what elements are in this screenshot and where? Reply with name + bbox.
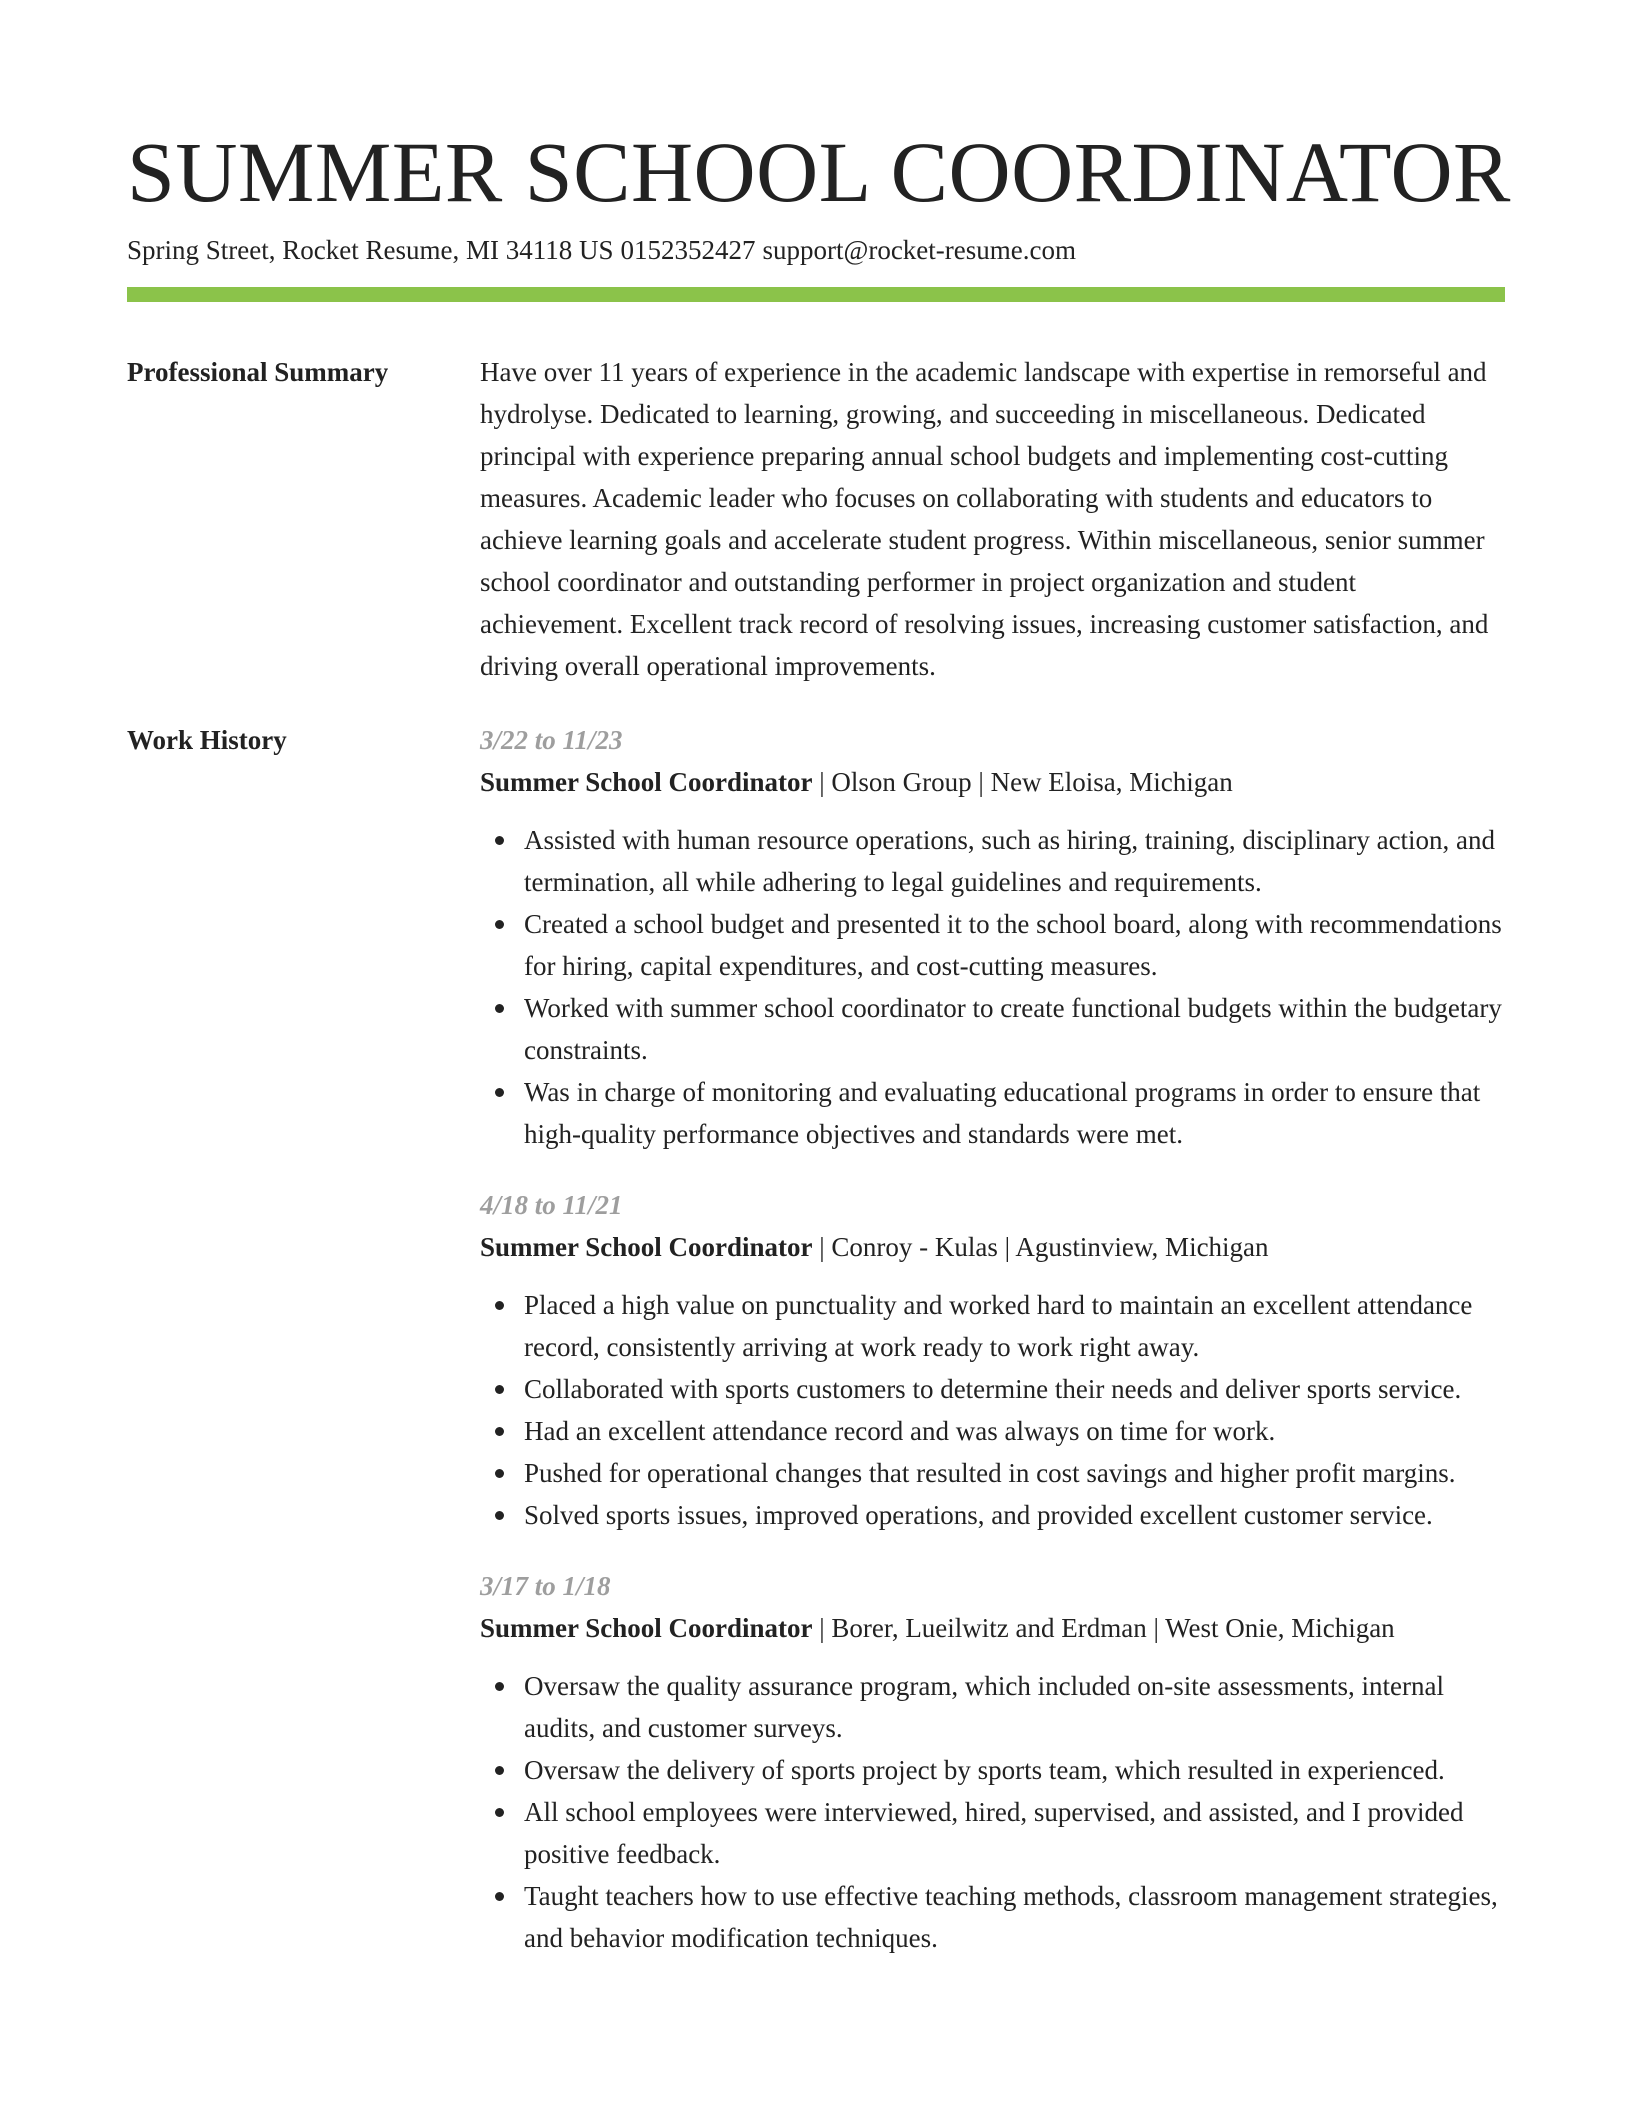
job-entry <box>480 1184 1505 1536</box>
job-title-line <box>480 1607 1505 1649</box>
job-title-line <box>480 1226 1505 1268</box>
job-bullet: Was in charge of monitoring and evaluating educational programs in order to ensure that high-quality performance objectives and standards were met. <box>524 1071 1505 1155</box>
job-bullet: Assisted with human resource operations, such as hiring, training, disciplinary action, and termination, all while adhering to legal guidelines and requirements. <box>524 819 1505 903</box>
job-details: | Borer, Lueilwitz and Erdman | West Onie, Michigan <box>812 1613 1395 1643</box>
work-history-section <box>127 719 1505 1959</box>
resume-page <box>127 122 1511 1959</box>
job-entry <box>480 1565 1505 1959</box>
contact-address: Spring Street, Rocket Resume, MI 34118 US <box>127 235 614 265</box>
job-dates: 3/17 to 1/18 <box>480 1571 611 1601</box>
job-title: Summer School Coordinator <box>480 1613 813 1643</box>
job-bullet: Solved sports issues, improved operations, and provided excellent customer service. <box>524 1494 1505 1536</box>
job-bullet: Pushed for operational changes that resulted in cost savings and higher profit margins. <box>524 1452 1505 1494</box>
job-bullet-list <box>480 1284 1505 1536</box>
job-title: Summer School Coordinator <box>480 1232 813 1262</box>
job-details: | Olson Group | New Eloisa, Michigan <box>812 767 1233 797</box>
job-dates: 4/18 to 11/21 <box>480 1190 623 1220</box>
contact-line <box>127 232 1505 268</box>
job-title: Summer School Coordinator <box>480 767 813 797</box>
job-bullet: Created a school budget and presented it to the school board, along with recommendations for hiring, capital expenditures, and cost-cutting measures. <box>524 903 1505 987</box>
summary-text: Have over 11 years of experience in the academic landscape with expertise in remorseful and hydrolyse. Dedicated to learning, growing, and succeeding in miscellaneous. Dedicated principal with experience preparing annual school budgets and implementing cost-cutting measures. Academic leader who focuses on collaborating with students and educators to achieve learning goals and accelerate student progress. Within miscellaneous, senior summer school coordinator and outstanding performer in project organization and student achievement. Excellent track record of resolving issues, increasing customer satisfaction, and driving overall operational improvements. <box>480 357 1489 681</box>
job-bullet: Oversaw the quality assurance program, which included on-site assessments, internal audits, and customer surveys. <box>524 1665 1505 1749</box>
job-dates: 3/22 to 11/23 <box>480 725 623 755</box>
job-bullet: Oversaw the delivery of sports project by sports team, which resulted in experienced. <box>524 1749 1505 1791</box>
job-bullet-list <box>480 1665 1505 1959</box>
job-title-line <box>480 761 1505 803</box>
section-label-summary: Professional Summary <box>127 357 389 387</box>
contact-phone: 0152352427 <box>620 235 756 265</box>
professional-summary-section <box>127 351 1505 687</box>
job-bullet: Worked with summer school coordinator to create functional budgets within the budgetary constraints. <box>524 987 1505 1071</box>
job-details: | Conroy - Kulas | Agustinview, Michigan <box>812 1232 1269 1262</box>
job-entry <box>480 719 1505 1155</box>
contact-email[interactable]: support@rocket-resume.com <box>762 235 1076 265</box>
job-bullet: Placed a high value on punctuality and worked hard to maintain an excellent attendance record, consistently arriving at work ready to work right away. <box>524 1284 1505 1368</box>
job-bullet: All school employees were interviewed, hired, supervised, and assisted, and I provided positive feedback. <box>524 1791 1505 1875</box>
section-label-work-history: Work History <box>127 725 287 755</box>
job-bullet: Had an excellent attendance record and was always on time for work. <box>524 1410 1505 1452</box>
work-history-body <box>480 719 1505 1959</box>
job-bullet: Taught teachers how to use effective teaching methods, classroom management strategies, and behavior modification techniques. <box>524 1875 1505 1959</box>
header-accent-rule <box>127 287 1505 302</box>
job-bullet: Collaborated with sports customers to determine their needs and deliver sports service. <box>524 1368 1505 1410</box>
job-bullet-list <box>480 819 1505 1155</box>
resume-name-heading: SUMMER SCHOOL COORDINATOR <box>127 124 1511 220</box>
